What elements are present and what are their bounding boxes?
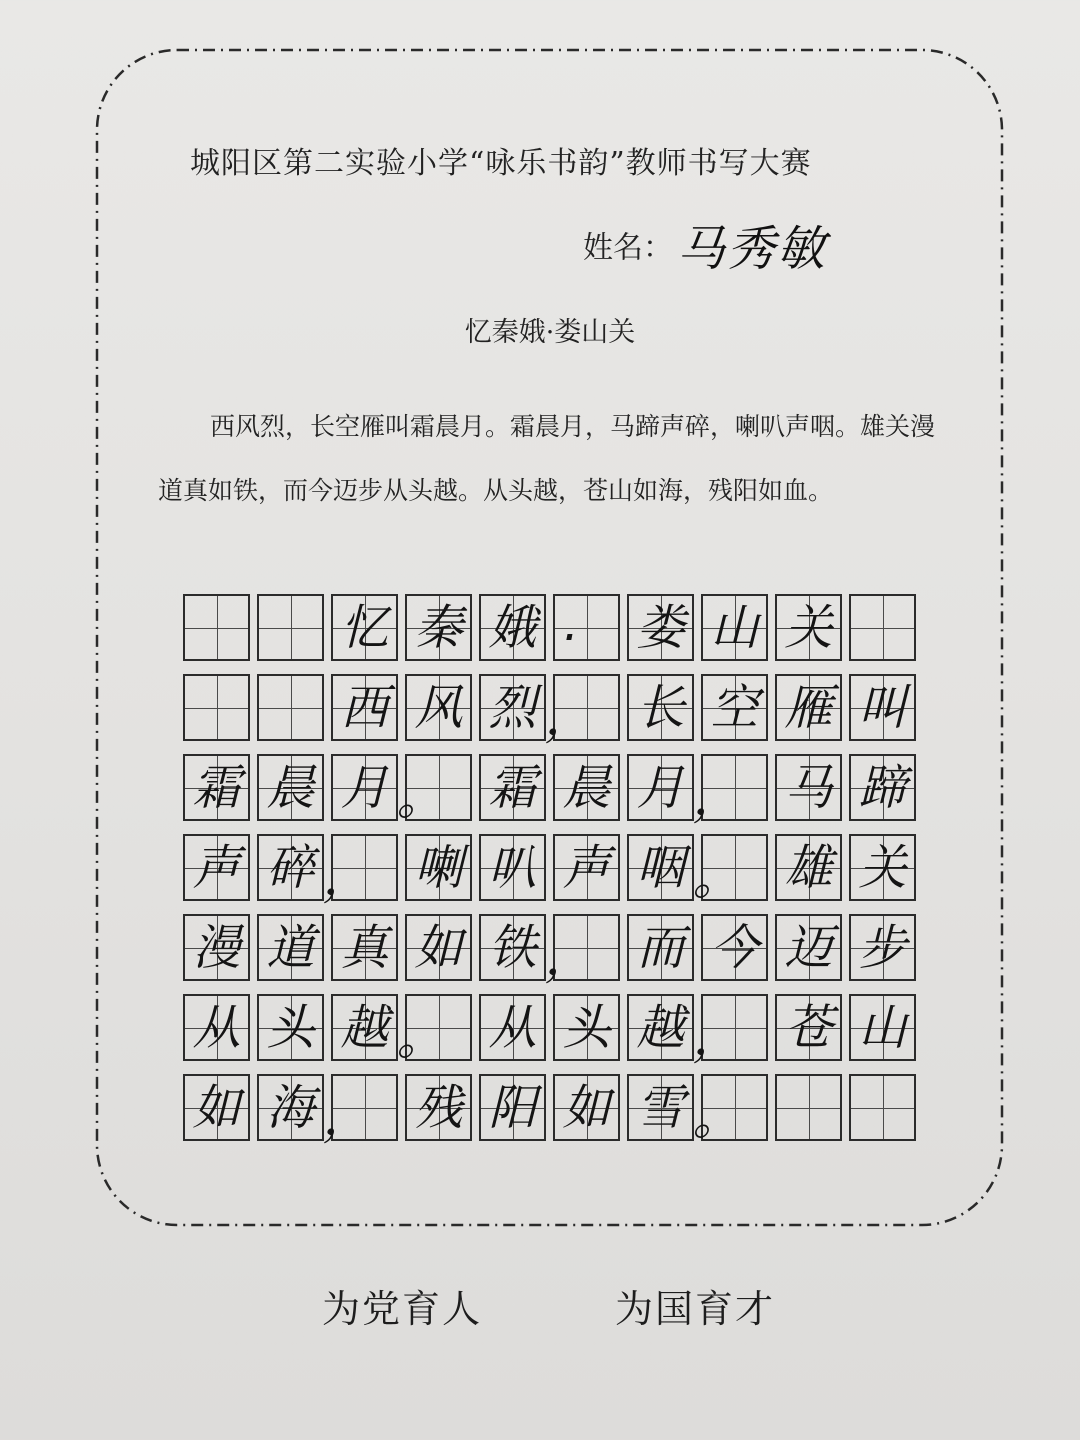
- handwritten-char: 蹄: [858, 759, 907, 816]
- handwritten-char: 。: [692, 1089, 741, 1146]
- grid-cell: [553, 834, 620, 901]
- grid-cell: [331, 594, 398, 661]
- handwritten-char: 霜: [488, 759, 537, 816]
- grid-cell: [183, 1074, 250, 1141]
- handwritten-char: 如: [414, 919, 463, 976]
- handwritten-char: ·: [560, 609, 577, 666]
- grid-cell: [183, 914, 250, 981]
- handwritten-char: 铁: [488, 919, 537, 976]
- grid-cell: [183, 834, 250, 901]
- handwritten-char: 长: [636, 679, 685, 736]
- name-label: 姓名：: [583, 230, 673, 266]
- grid-cell: [849, 754, 916, 821]
- handwritten-char: ，: [322, 1089, 371, 1146]
- grid-cell: [479, 674, 546, 741]
- handwritten-char: 真: [340, 919, 389, 976]
- handwritten-char: 月: [636, 759, 685, 816]
- handwritten-char: 霜: [192, 759, 241, 816]
- grid-cell: [775, 914, 842, 981]
- poem-title: 忆秦娥·娄山关: [464, 317, 636, 348]
- grid-cell: [701, 914, 768, 981]
- handwritten-char: 从: [488, 999, 537, 1056]
- handwritten-char: 咽: [636, 839, 685, 896]
- motto-right: 为国育才: [615, 1287, 776, 1331]
- grid-cell: [405, 594, 472, 661]
- grid-cell: [257, 914, 324, 981]
- grid-cell: [331, 754, 398, 821]
- handwritten-char: 山: [710, 599, 759, 656]
- grid-cell: [775, 674, 842, 741]
- handwritten-char: 越: [340, 999, 389, 1056]
- contest-title: 城阳区第二实验小学“咏乐书韵”教师书写大赛: [190, 146, 812, 181]
- handwritten-char: 。: [396, 1009, 445, 1066]
- grid-cell: [627, 594, 694, 661]
- handwritten-char: 关: [784, 599, 833, 656]
- handwritten-char: 头: [266, 999, 315, 1056]
- handwritten-char: 叭: [488, 839, 537, 896]
- grid-cell: [627, 754, 694, 821]
- grid-cell: [405, 914, 472, 981]
- handwritten-char: 声: [562, 839, 611, 896]
- handwritten-char: 秦: [414, 599, 463, 656]
- grid-cell: [183, 994, 250, 1061]
- grid-cell: [479, 834, 546, 901]
- grid-cell: [775, 594, 842, 661]
- handwritten-char: 西: [340, 679, 389, 736]
- grid-cell: [405, 834, 472, 901]
- name-signature: 马秀敏: [677, 221, 828, 277]
- handwritten-char: 道: [266, 919, 315, 976]
- handwritten-char: 如: [192, 1079, 241, 1136]
- grid-cell: [849, 914, 916, 981]
- handwritten-char: 空: [710, 679, 759, 736]
- grid-cell: [396, 994, 472, 1066]
- handwritten-char: 叫: [858, 679, 907, 736]
- grid-cell: [849, 834, 916, 901]
- grid-cell: [627, 1074, 694, 1141]
- handwritten-char: 碎: [266, 839, 315, 896]
- grid-cell: [257, 674, 324, 741]
- grid-cell: [849, 594, 916, 661]
- handwritten-char: 越: [636, 999, 685, 1056]
- grid-cell: [775, 994, 842, 1061]
- grid-cell: [849, 1074, 916, 1141]
- grid-cell: [627, 834, 694, 901]
- handwritten-char: ，: [544, 689, 593, 746]
- handwritten-char: 晨: [266, 759, 315, 816]
- grid-cell: [183, 674, 250, 741]
- handwritten-char: ，: [692, 1009, 741, 1066]
- grid-cell: [553, 754, 620, 821]
- handwritten-char: 喇: [414, 839, 463, 896]
- name-row: [583, 210, 828, 277]
- grid-cell: [553, 1074, 620, 1141]
- grid-cell: [479, 914, 546, 981]
- grid-cell: [331, 994, 398, 1061]
- handwritten-char: 迈: [784, 919, 833, 976]
- handwritten-char: 雄: [784, 839, 833, 896]
- handwritten-char: 海: [266, 1079, 315, 1136]
- handwritten-char: 关: [858, 839, 907, 896]
- grid-cell: [553, 594, 620, 666]
- handwritten-char: 晨: [562, 759, 611, 816]
- handwritten-char: 阳: [488, 1079, 537, 1136]
- grid-cell: [692, 994, 768, 1066]
- poem-text: 西风烈，长空雁叫霜晨月。霜晨月，马蹄声碎，喇叭声咽。雄关漫道真如铁，而今迈步从头越。从头越，苍山如海，残阳如血。: [158, 412, 936, 505]
- grid-cell: [257, 594, 324, 661]
- grid-cell: [331, 674, 398, 741]
- grid-cell: [627, 674, 694, 741]
- grid-cell: [544, 674, 620, 746]
- grid-cell: [331, 914, 398, 981]
- handwritten-char: 残: [414, 1079, 463, 1136]
- handwritten-char: 头: [562, 999, 611, 1056]
- handwritten-char: 烈: [488, 679, 537, 736]
- grid-cell: [257, 834, 324, 901]
- grid-cell: [183, 594, 250, 661]
- handwritten-char: 雪: [636, 1079, 685, 1136]
- handwritten-char: 今: [710, 919, 759, 976]
- handwritten-char: 风: [414, 679, 463, 736]
- grid-cell: [396, 754, 472, 826]
- handwritten-char: 。: [692, 849, 741, 906]
- handwritten-char: 。: [396, 769, 445, 826]
- grid-cell: [701, 594, 768, 661]
- motto-left: 为党育人: [322, 1287, 483, 1331]
- grid-cell: [183, 754, 250, 821]
- handwritten-char: 娥: [488, 599, 537, 656]
- grid-cell: [405, 1074, 472, 1141]
- grid-cell: [322, 1074, 398, 1146]
- grid-cell: [405, 674, 472, 741]
- handwritten-char: 娄: [636, 599, 685, 656]
- grid-cell: [775, 754, 842, 821]
- grid-cell: [479, 994, 546, 1061]
- handwritten-char: ，: [692, 769, 741, 826]
- grid-cell: [479, 594, 546, 661]
- grid-cell: [257, 1074, 324, 1141]
- grid-cell: [479, 1074, 546, 1141]
- grid-cell: [692, 754, 768, 826]
- handwritten-char: 如: [562, 1079, 611, 1136]
- handwritten-char: 山: [858, 999, 907, 1056]
- handwritten-char: 马: [784, 759, 833, 816]
- grid-cell: [627, 994, 694, 1061]
- handwritten-char: 而: [636, 919, 685, 976]
- grid-cell: [627, 914, 694, 981]
- grid-cell: [849, 674, 916, 741]
- grid-cell: [553, 994, 620, 1061]
- handwritten-char: 苍: [784, 999, 833, 1056]
- handwritten-char: 忆: [340, 599, 389, 656]
- handwritten-char: 漫: [192, 919, 241, 976]
- handwritten-char: 从: [192, 999, 241, 1056]
- grid-cell: [257, 754, 324, 821]
- grid-cell: [692, 1074, 768, 1146]
- handwritten-char: ，: [544, 929, 593, 986]
- handwritten-char: ，: [322, 849, 371, 906]
- grid-cell: [775, 834, 842, 901]
- grid-cell: [257, 994, 324, 1061]
- handwritten-char: 步: [858, 919, 907, 976]
- handwritten-char: 月: [340, 759, 389, 816]
- grid-cell: [322, 834, 398, 906]
- grid-cell: [775, 1074, 842, 1141]
- grid-cell: [544, 914, 620, 986]
- grid-cell: [479, 754, 546, 821]
- grid-cell: [701, 674, 768, 741]
- handwritten-char: 雁: [784, 679, 833, 736]
- grid-cell: [692, 834, 768, 906]
- grid-cell: [849, 994, 916, 1061]
- handwritten-char: 声: [192, 839, 241, 896]
